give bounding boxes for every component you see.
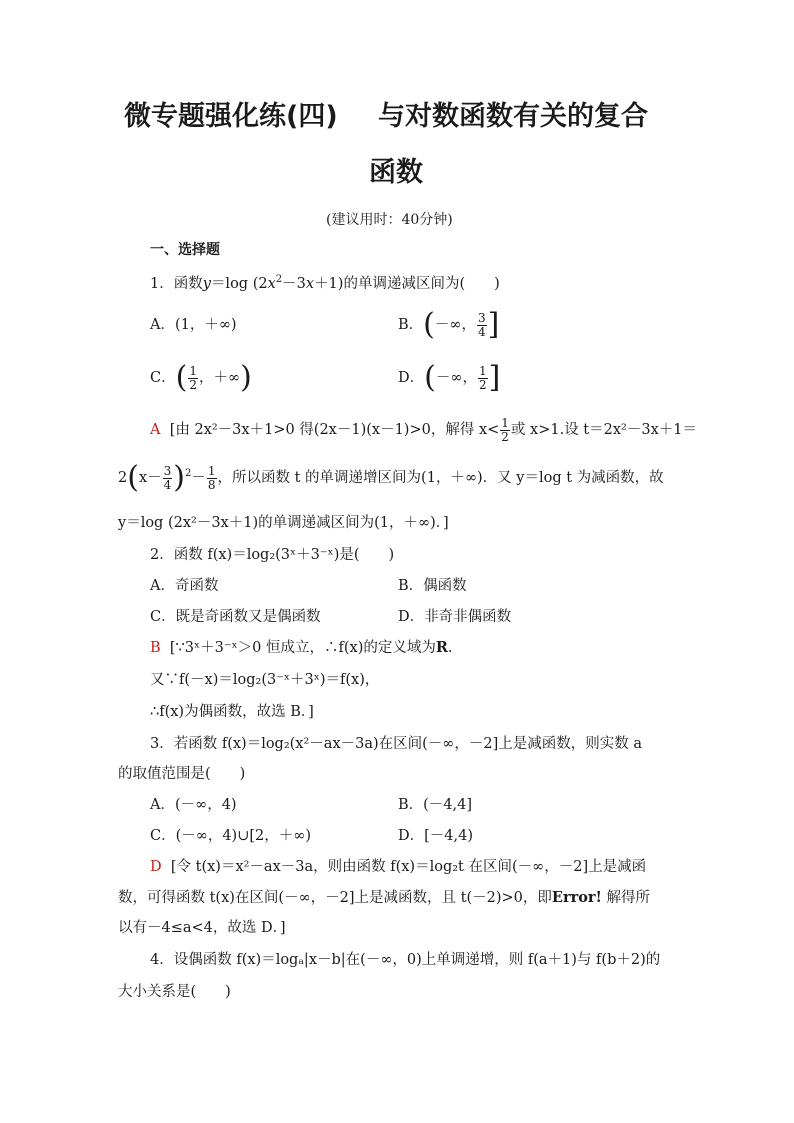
denominator: 4 xyxy=(163,477,172,492)
q1-x: x xyxy=(267,276,276,292)
paren-right: ) xyxy=(240,360,252,395)
question-3-stem-line2: 的取值范围是( ) xyxy=(118,766,246,782)
q1-b-fraction xyxy=(477,312,487,339)
time-note: (建议用时：40分钟) xyxy=(326,212,453,228)
denominator: 2 xyxy=(501,429,509,444)
q1-b-label: B． xyxy=(398,317,424,333)
bracket-right: ] xyxy=(488,360,501,395)
q2-solution-line2: 又∵f(－x)＝log₂(3⁻ˣ＋3ˣ)＝f(x)， xyxy=(150,672,380,688)
paren-left: ( xyxy=(175,360,188,395)
q2-option-b: B．偶函数 xyxy=(398,578,467,594)
q3-option-c: C．(－∞，4)∪[2，＋∞) xyxy=(150,828,311,844)
q2-solution-line1 xyxy=(150,638,453,658)
q1-option-d xyxy=(398,358,500,398)
q1-number: 1．函数 xyxy=(150,276,203,292)
question-1-stem xyxy=(150,274,500,294)
q1-option-a: A．(1，＋∞) xyxy=(150,317,237,333)
q1-sol-coef: 2 xyxy=(118,470,128,486)
page-title-line2: 函数 xyxy=(369,157,423,188)
page-title-line1-left: 微专题强化练(四) xyxy=(124,101,338,132)
q1-rest1: －3 xyxy=(282,276,306,292)
q1-sol-text1-end: 或 x>1.设 t＝2x²－3x＋1＝ xyxy=(510,422,697,438)
q1-sol-frac2 xyxy=(207,465,217,492)
q2-option-c: C．既是奇函数又是偶函数 xyxy=(150,609,321,625)
q3-sol-text2b: 解得所 xyxy=(606,890,651,906)
q3-option-d: D．[－4,4) xyxy=(398,828,473,844)
q1-option-c xyxy=(150,358,252,398)
q2-sol-text1: [∵3ˣ＋3⁻ˣ＞0 恒成立，∴f(x)的定义域为 xyxy=(169,640,436,656)
q1-option-b xyxy=(398,305,499,345)
question-3-stem-line1: 3．若函数 f(x)＝log₂(x²－ax－3a)在区间(－∞，－2]上是减函数，则实数 a xyxy=(150,736,643,752)
q1-sq: 2 xyxy=(275,274,283,286)
q3-sol-text1: [令 t(x)＝x²－ax－3a，则由函数 f(x)＝log₂t 在区间(－∞，－2]上是减函 xyxy=(170,859,647,875)
q1-x2: x xyxy=(305,276,315,292)
paren-left: ( xyxy=(423,307,435,342)
page-title-line1-right: 与对数函数有关的复合 xyxy=(378,101,648,132)
q2-option-d: D．非奇非偶函数 xyxy=(398,609,512,625)
q1-sol-sq: 2 xyxy=(185,468,192,480)
question-4-stem-line2: 大小关系是( ) xyxy=(118,984,231,1000)
denominator: 2 xyxy=(189,377,197,392)
numerator: 1 xyxy=(189,363,197,378)
q3-option-b: B．(－4,4] xyxy=(398,797,473,813)
denominator: 8 xyxy=(207,477,216,492)
q1-d-label: D． xyxy=(398,370,425,386)
q3-solution-line3: 以有－4≤a<4，故选 D．] xyxy=(118,920,286,936)
question-4-stem-line1: 4．设偶函数 f(x)＝logₐ|x－b|在(－∞，0)上单调递增，则 f(a＋1)与 f(b＋2)的 xyxy=(150,952,661,968)
q3-sol-error: Error! xyxy=(551,889,602,906)
q2-option-a: A．奇函数 xyxy=(150,578,219,594)
question-2-stem: 2．函数 f(x)＝log₂(3ˣ＋3⁻ˣ)是( ) xyxy=(150,547,395,563)
q3-answer-letter: D xyxy=(150,859,162,875)
bracket-right: ] xyxy=(487,307,500,342)
q1-c-text: ，＋∞ xyxy=(198,370,241,386)
q1-solution-line3: y＝log (2x²－3x＋1)的单调递减区间为(1，＋∞)．] xyxy=(118,515,449,531)
numerator: 3 xyxy=(477,310,486,325)
numerator: 1 xyxy=(501,415,509,430)
q1-eq: ＝log (2 xyxy=(210,276,268,292)
q1-c-label: C． xyxy=(150,370,176,386)
q1-c-fraction xyxy=(188,365,198,392)
q2-solution-line3: ∴f(x)为偶函数，故选 B．] xyxy=(150,704,314,720)
q1-sol-minus: － xyxy=(191,470,206,486)
q2-answer-letter: B xyxy=(150,640,161,656)
q1-y: y xyxy=(202,276,211,292)
paren-left: ( xyxy=(127,460,139,495)
paren-left: ( xyxy=(424,360,436,395)
numerator: 1 xyxy=(478,363,487,378)
q3-solution-line1 xyxy=(150,857,646,877)
numerator: 3 xyxy=(163,463,172,478)
denominator: 2 xyxy=(478,377,487,392)
numerator: 1 xyxy=(207,463,216,478)
q3-sol-text2a: 数，可得函数 t(x)在区间(－∞，－2]上是减函数，且 t(－2)>0，即 xyxy=(118,890,552,906)
q1-d-text: －∞， xyxy=(435,370,477,386)
denominator: 4 xyxy=(477,324,486,339)
q1-sol-frac1 xyxy=(163,465,173,492)
q1-sol-fraction xyxy=(500,417,510,444)
q1-d-fraction xyxy=(478,365,488,392)
q1-sol-text2: ，所以函数 t 的单调递增区间为(1，＋∞)．又 y＝log t 为减函数，故 xyxy=(217,470,664,486)
q2-sol-r: R xyxy=(435,639,448,656)
q1-solution-line1 xyxy=(150,414,697,446)
section-heading: 一、选择题 xyxy=(150,242,220,258)
q1-solution-line2 xyxy=(118,458,664,498)
q3-option-a: A．(－∞，4) xyxy=(150,797,237,813)
q2-sol-dot: . xyxy=(447,640,453,656)
q3-solution-line2 xyxy=(118,888,650,908)
q1-sol-x: x－ xyxy=(138,470,162,486)
q1-sol-text1: [由 2x²－3x＋1>0 得(2x－1)(x－1)>0，解得 x< xyxy=(169,422,500,438)
q1-answer-letter: A xyxy=(150,422,161,438)
paren-right: ) xyxy=(173,460,185,495)
q1-b-text: －∞， xyxy=(434,317,476,333)
q1-rest2: ＋1)的单调递减区间为( ) xyxy=(314,276,500,292)
